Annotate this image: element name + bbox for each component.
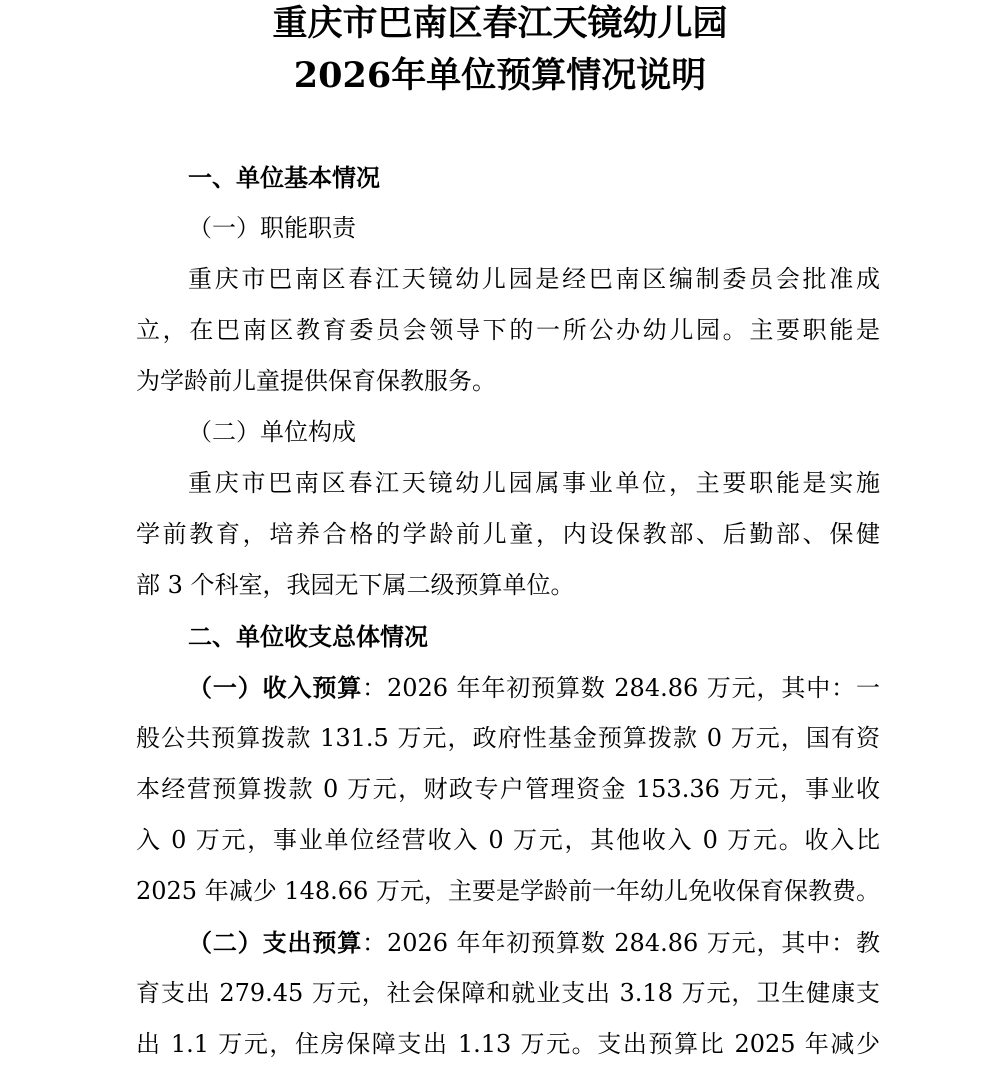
paragraph-line (136, 917, 880, 968)
document-title-line-2: 2026年单位预算情况说明 (293, 55, 707, 96)
subheading-functions: （一）职能职责 (188, 214, 356, 242)
paragraph-line: 般公共预算拨款 131.5 万元，政府性基金预算拨款 0 万元，国有资 (136, 724, 880, 752)
section-heading-basic-info: 一、单位基本情况 (188, 163, 380, 192)
paragraph-line: 本经营预算拨款 0 万元，财政专户管理资金 153.36 万元，事业收 (136, 775, 880, 803)
paragraph-income-budget (136, 662, 880, 917)
expense-budget-text: ：2026 年年初预算数 284.86 万元，其中：教 (362, 929, 880, 957)
paragraph-line: 2025 年减少 148.66 万元，主要是学龄前一年幼儿免收保育保教费。 (136, 877, 880, 905)
paragraph-line: 为学龄前儿童提供保育保教服务。 (136, 367, 496, 395)
paragraph-functions (136, 254, 880, 407)
paragraph-composition (136, 458, 880, 611)
paragraph-line: 学前教育，培养合格的学龄前儿童，内设保教部、后勤部、保健 (136, 520, 880, 548)
subheading-composition: （二）单位构成 (188, 418, 356, 446)
paragraph-line: 重庆市巴南区春江天镜幼儿园属事业单位，主要职能是实施 (188, 469, 880, 497)
paragraph-line: 部 3 个科室，我园无下属二级预算单位。 (136, 571, 575, 599)
paragraph-line: 出 1.1 万元，住房保障支出 1.13 万元。支出预算比 2025 年减少 (136, 1030, 880, 1058)
document-title-line-1: 重庆市巴南区春江天镜幼儿园 (272, 3, 728, 44)
income-budget-lead: （一）收入预算 (188, 673, 363, 702)
section-heading-budget-overview: 二、单位收支总体情况 (188, 622, 428, 651)
income-budget-text: ：2026 年年初预算数 284.86 万元，其中：一 (362, 674, 880, 702)
paragraph-expense-budget (136, 917, 880, 1070)
paragraph-line: 立，在巴南区教育委员会领导下的一所公办幼儿园。主要职能是 (136, 316, 880, 344)
paragraph-line: 育支出 279.45 万元，社会保障和就业支出 3.18 万元，卫生健康支 (136, 979, 880, 1007)
document-body (136, 152, 880, 1070)
paragraph-line: 入 0 万元，事业单位经营收入 0 万元，其他收入 0 万元。收入比 (136, 826, 880, 854)
paragraph-line (136, 662, 880, 713)
paragraph-line: 重庆市巴南区春江天镜幼儿园是经巴南区编制委员会批准成 (188, 265, 880, 293)
expense-budget-lead: （二）支出预算 (188, 928, 363, 957)
